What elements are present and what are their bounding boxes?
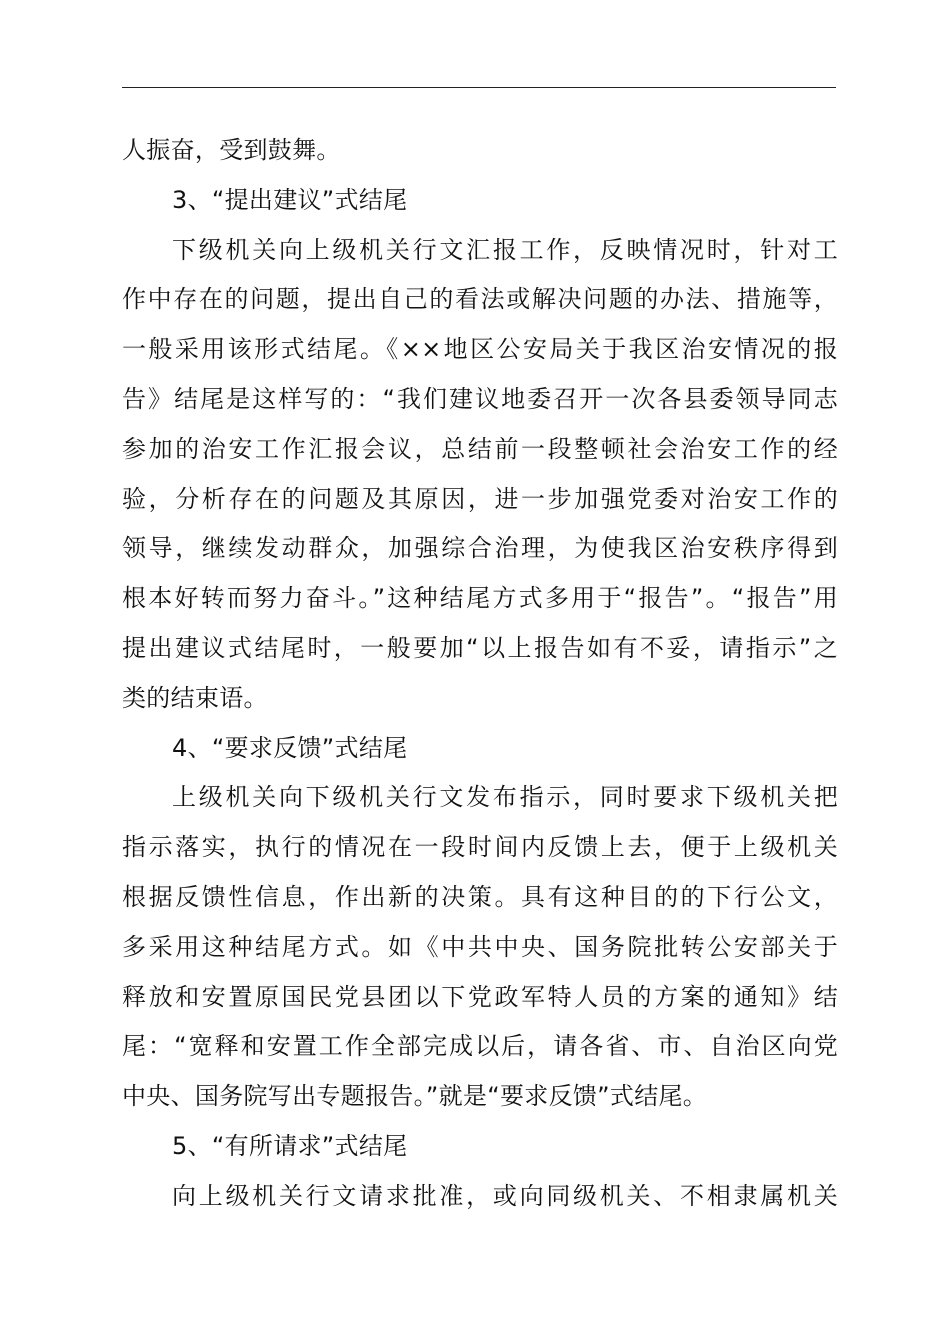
body-line: 向上级机关行文请求批准，或向同级机关、不相隶属机关 xyxy=(172,1181,838,1210)
body-line: 尾：“宽释和安置工作全部完成以后，请各省、市、自治区向党 xyxy=(122,1032,838,1061)
body-line: 领导，继续发动群众，加强综合治理，为使我区治安秩序得到 xyxy=(122,534,838,563)
body-line: 提出建议式结尾时，一般要加“以上报告如有不妥，请指示”之 xyxy=(122,633,838,662)
section-heading: 3、“提出建议”式结尾 xyxy=(172,185,408,214)
body-line: 人振奋，受到鼓舞。 xyxy=(122,136,341,164)
body-line: 根据反馈性信息，作出新的决策。具有这种目的的下行公文， xyxy=(122,882,838,911)
header-rule xyxy=(122,87,836,88)
body-line: 根本好转而努力奋斗。”这种结尾方式多用于“报告”。“报告”用 xyxy=(122,584,838,613)
section-heading: 5、“有所请求”式结尾 xyxy=(172,1131,408,1160)
body-line: 一般采用该形式结尾。《××地区公安局关于我区治安情况的报 xyxy=(122,335,838,364)
section-heading: 4、“要求反馈”式结尾 xyxy=(172,733,408,762)
body-line: 验，分析存在的问题及其原因，进一步加强党委对治安工作的 xyxy=(122,484,838,513)
body-line: 上级机关向下级机关行文发布指示，同时要求下级机关把 xyxy=(172,783,838,812)
body-line: 中央、国务院写出专题报告。”就是“要求反馈”式结尾。 xyxy=(122,1082,708,1111)
body-line: 指示落实，执行的情况在一段时间内反馈上去，便于上级机关 xyxy=(122,833,838,862)
body-line: 作中存在的问题，提出自己的看法或解决问题的办法、措施等， xyxy=(122,285,838,314)
body-line: 告》结尾是这样写的：“我们建议地委召开一次各县委领导同志 xyxy=(122,384,838,413)
body-line: 多采用这种结尾方式。如《中共中央、国务院批转公安部关于 xyxy=(122,932,838,961)
body-line: 释放和安置原国民党县团以下党政军特人员的方案的通知》结 xyxy=(122,982,838,1011)
body-line: 参加的治安工作汇报会议，总结前一段整顿社会治安工作的经 xyxy=(122,434,838,463)
body-line: 类的结束语。 xyxy=(122,683,268,712)
body-line: 下级机关向上级机关行文汇报工作，反映情况时，针对工 xyxy=(172,235,838,264)
document-body xyxy=(122,126,838,1222)
